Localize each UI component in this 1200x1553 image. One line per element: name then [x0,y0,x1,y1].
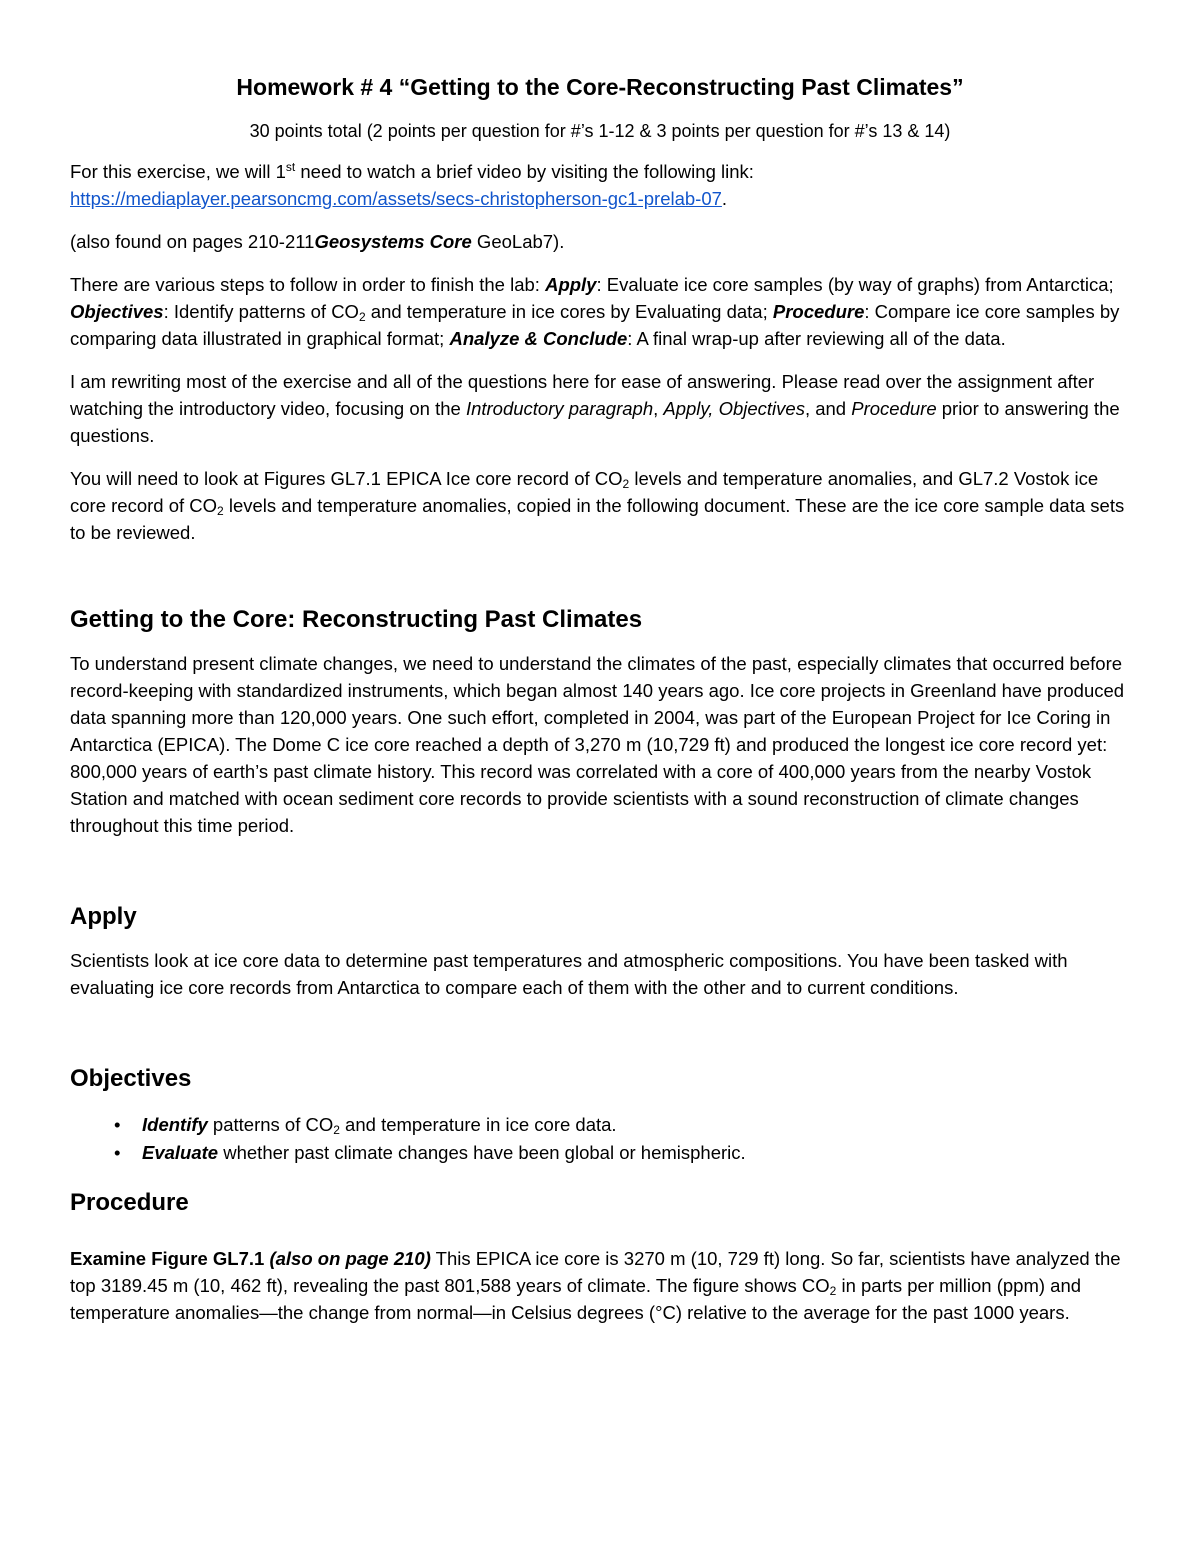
step-analyze: Analyze & Conclude [449,328,628,349]
book-title: Geosystems Core [314,231,472,252]
step-procedure: Procedure [772,301,865,322]
list-item [70,1139,1130,1167]
steps-text: : Compare ice core samples by comparing data illustrated in graphical format; [70,301,1120,349]
apply-paragraph: Scientists look at ice core data to determine past temperatures and atmospheric compositions. You have been tasked with evaluating ice core records from Antarctica to compare each of them with the other and to current conditions. [70,950,1068,998]
figure-label: Examine Figure GL7.1 [70,1248,270,1269]
video-instructions [70,158,1130,212]
rewrite-italic: Apply, Objectives [663,398,805,419]
steps-text: : A final wrap-up after reviewing all of the data. [627,328,1006,349]
step-objectives: Objectives [70,301,164,322]
figures-text: levels and temperature anomalies, and GL7.2 Vostok ice core record of CO [70,468,1099,516]
objective-text: patterns of CO [207,1114,334,1135]
pages-text-a: (also found on pages 210-211 [70,231,315,252]
section-heading-core: Getting to the Core: Reconstructing Past Climates [70,606,643,633]
figures-text: levels and temperature anomalies, copied in the following document. These are the ice core sample data sets to be reviewed. [70,495,1125,543]
co2-subscript: 2 [333,1123,340,1137]
rewrite-italic: Introductory paragraph [465,398,654,419]
document-page [70,70,1130,1326]
figures-text: You will need to look at Figures GL7.1 EPICA Ice core record of CO [70,468,623,489]
co2-subscript: 2 [217,504,224,518]
procedure-text: This EPICA ice core is 3270 m (10, 729 ft) long. So far, scientists have analyzed the top 3189.45 m (10, 462 ft), revealing the past 801,588 years of climate. The figure shows CO [70,1248,1121,1296]
rewrite-text: , [653,398,664,419]
video-text-a: For this exercise, we will 1 [70,161,286,182]
rewrite-italic: Procedure [851,398,937,419]
procedure-text: in parts per million (ppm) and temperature anomalies—the change from normal—in Celsius degrees (°C) relative to the average for the past 1000 years. [70,1275,1082,1323]
co2-subscript: 2 [358,310,366,324]
steps-text: : Identify patterns of CO [163,301,359,322]
steps-paragraph [70,271,1130,352]
objective-text: whether past climate changes have been global or hemispheric. [218,1142,746,1163]
bullet-icon: • [114,1142,121,1163]
steps-text: There are various steps to follow in order to finish the lab: [70,274,546,295]
rewrite-text: prior to answering the questions. [70,398,1120,446]
objectives-list [70,1111,1130,1167]
link-period: . [721,188,728,209]
steps-text: and temperature in ice cores by Evaluating data; [365,301,773,322]
section-heading-objectives: Objectives [70,1065,192,1092]
figures-paragraph [70,465,1130,546]
rewrite-text: I am rewriting most of the exercise and all of the questions here for ease of answering. Please read over the assignment after watching the introductory video, focusing on the [70,371,1095,419]
pages-text-b: GeoLab7). [471,231,565,252]
section-heading-procedure: Procedure [70,1189,189,1216]
video-sup: st [285,160,296,174]
video-text-b: need to watch a brief video by visiting the following link: [295,161,754,182]
section-heading-apply: Apply [70,903,137,930]
objective-verb: Identify [142,1114,208,1135]
step-apply: Apply [545,274,597,295]
core-paragraph: To understand present climate changes, we need to understand the climates of the past, especially climates that occurred before record-keeping with standardized instruments, which began almost 140 years ago. Ice core projects in Greenland have produced data spanning more than 120,000 years. One such effort, completed in 2004, was part of the European Project for Ice Coring in Antarctica (EPICA). The Dome C ice core reached a depth of 3,270 m (10,729 ft) and produced the longest ice core record yet: 800,000 years of earth’s past climate history. This record was correlated with a core of 400,000 years from the nearby Vostok Station and matched with ocean sediment core records to provide scientists with a sound reconstruction of climate changes throughout this time period. [70,653,1125,836]
rewrite-text: , and [804,398,852,419]
bullet-icon: • [114,1114,121,1135]
rewrite-paragraph [70,368,1130,449]
objective-verb: Evaluate [142,1142,219,1163]
procedure-paragraph [70,1245,1130,1326]
pages-reference [70,228,1130,255]
co2-subscript: 2 [829,1284,837,1298]
points-summary: 30 points total (2 points per question for #’s 1-12 & 3 points per question for #’s 13 & 14) [249,121,951,141]
co2-subscript: 2 [622,477,630,491]
page-title: Homework # 4 “Getting to the Core-Reconstructing Past Climates” [236,74,964,100]
list-item [70,1111,1130,1139]
steps-text: : Evaluate ice core samples (by way of graphs) from Antarctica; [596,274,1114,295]
objective-text: and temperature in ice core data. [339,1114,617,1135]
figure-page-ref: (also on page 210) [269,1248,431,1269]
video-link[interactable]: https://mediaplayer.pearsoncmg.com/assets/secs-christopherson-gc1-prelab-07 [70,188,722,209]
